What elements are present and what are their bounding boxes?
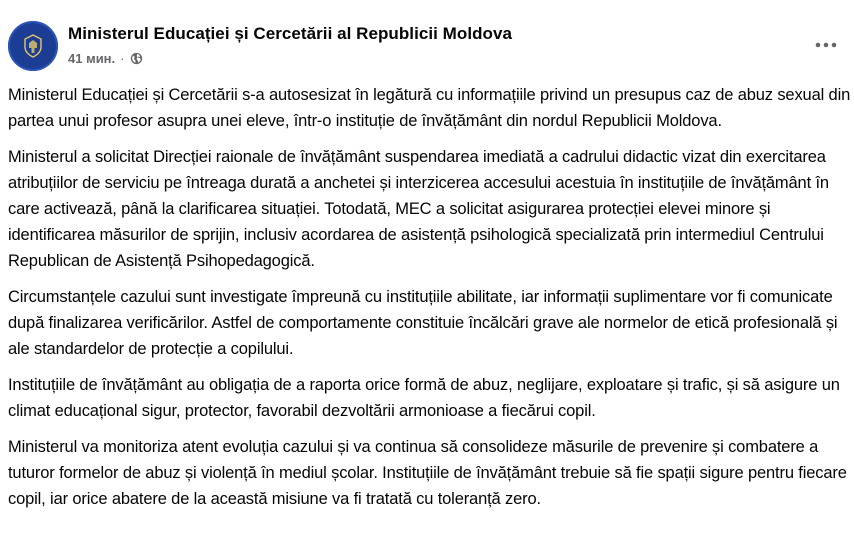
post-paragraph-1: Ministerul Educației și Cercetării s-a autosesizat în legătură cu informațiile privind un presupus caz de abuz sexual din partea unui profesor asupra unei eleve, într-o instituție de învățământ din nordul Republicii Moldova. [8, 86, 851, 130]
page-avatar[interactable] [8, 21, 58, 71]
post-body [8, 82, 854, 522]
more-options-icon [814, 42, 838, 48]
post-header [8, 21, 844, 73]
post-paragraph-4: Instituțiile de învățământ au obligația de a raporta orice formă de abuz, neglijare, exploatare și trafic, și să asigure un climat educațional sigur, protector, favorabil dezvoltării armonioase a fiecărui copil. [8, 376, 840, 420]
post-paragraph-3: Circumstanțele cazului sunt investigate împreună cu instituțiile abilitate, iar informații suplimentare vor fi comunicate după finalizarea verificărilor. Astfel de comportamente constituie încălcări grave ale normelor de etică profesională și ale standardelor de protecție a copilului. [8, 288, 838, 358]
post-paragraph-2: Ministerul a solicitat Direcției raionale de învățământ suspendarea imediată a cadrului didactic vizat din exercitarea atribuțiilor de serviciu pe întreaga durată a anchetei și interzicerea accesului acestuia în instituțiile de învățământ în care activează, până la clarificarea situației. Totodată, MEC a solicitat asigurarea protecției elevei minore și identificarea măsurilor de sprijin, inclusiv acordarea de asistență psihologică specializată prin intermediul Centrului Republican de Asistență Psihopedagogică. [8, 148, 829, 270]
globe-icon[interactable] [130, 52, 143, 65]
post-paragraph-5: Ministerul va monitoriza atent evoluția cazului și va continua să consolideze măsurile de prevenire și combatere a tuturor formelor de abuz și violență în mediul școlar. Instituțiile de învățământ trebuie să fie spații sigure pentru fiecare copil, iar orice abatere de la această misiune va fi tratată cu toleranță zero. [8, 438, 847, 508]
post-meta [68, 51, 143, 66]
more-options-button[interactable] [808, 33, 844, 57]
ministry-emblem-icon [18, 31, 48, 61]
post-timestamp[interactable]: 41 мин. [68, 51, 116, 66]
meta-separator: · [120, 51, 125, 66]
page-name-link[interactable]: Ministerul Educației și Cercetării al Republicii Moldova [68, 24, 512, 43]
